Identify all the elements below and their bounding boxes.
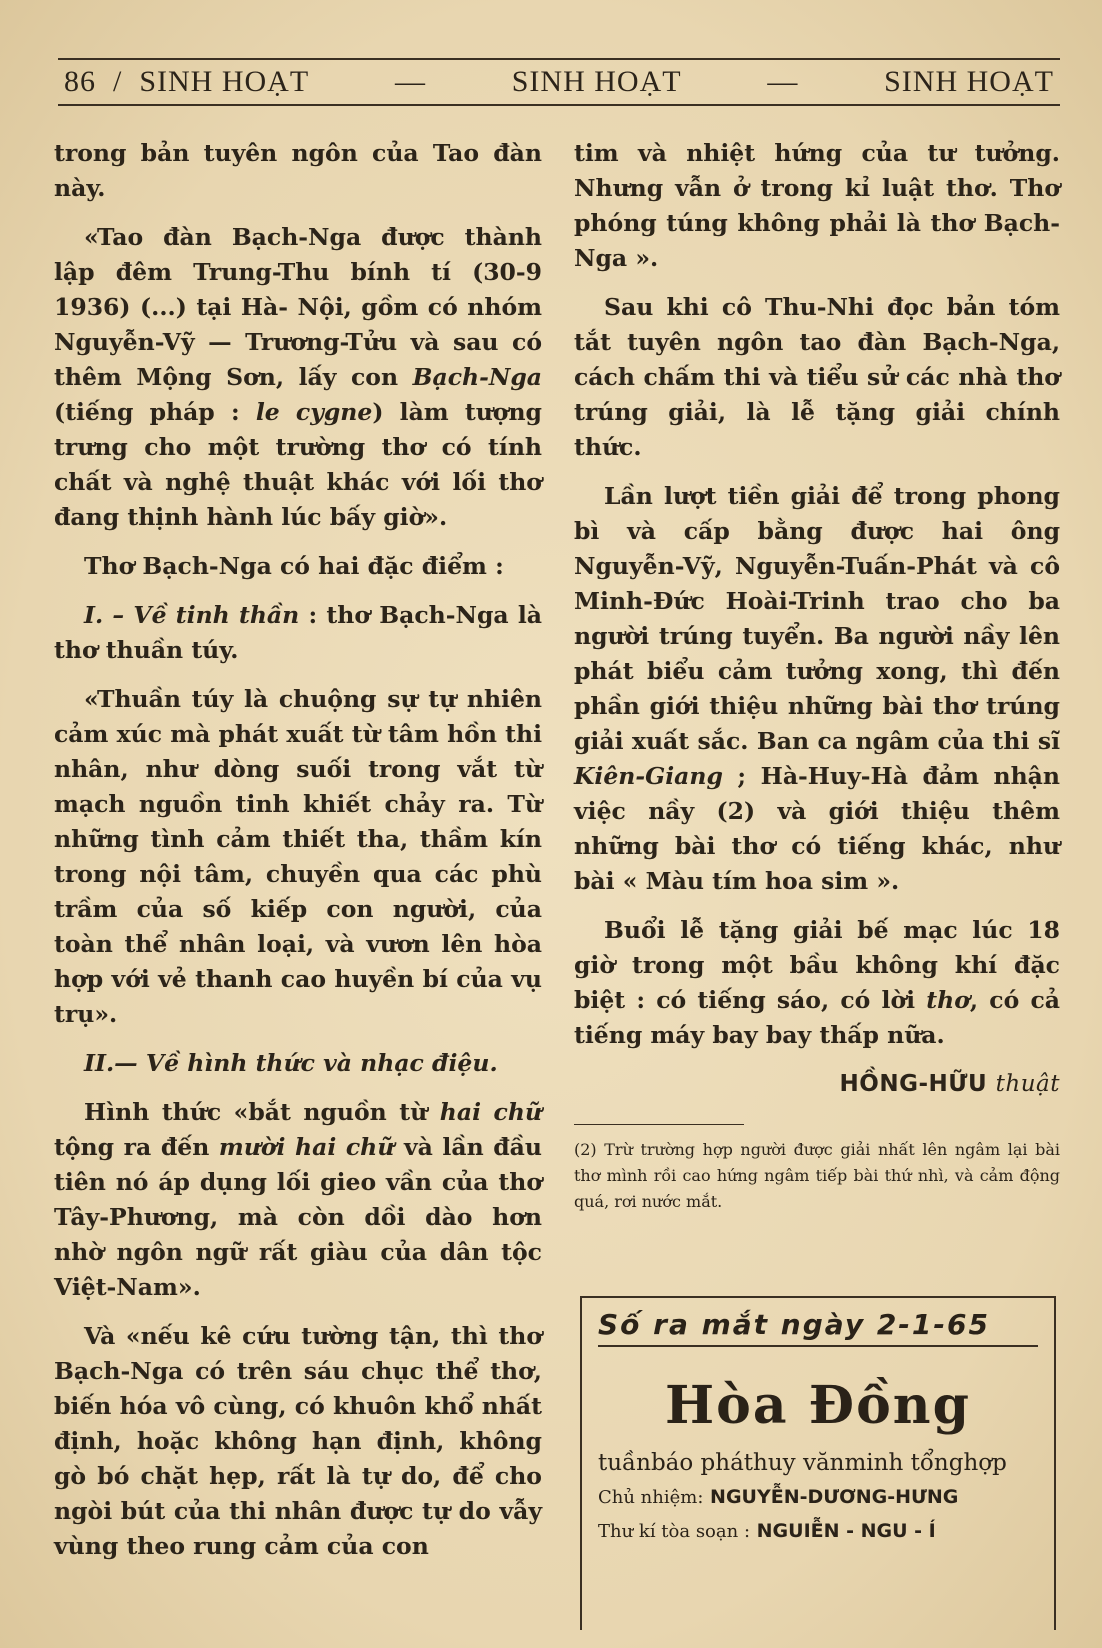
ad-editor (598, 1486, 1038, 1508)
author-role: thuật (995, 1071, 1060, 1097)
advertisement-box (580, 1296, 1056, 1630)
header-dash-1: — (394, 65, 426, 98)
ad-secretary (598, 1520, 1038, 1542)
ad-title: Hòa Đồng (665, 1375, 971, 1436)
text-run: Lần lượt tiền giải để trong phong bì và cấp bằng được hai ông Nguyễn-Vỹ, Nguyễn-Tuấn-Phát và cô Minh-Đức Hoài-Trinh trao cho ba người trúng tuyển. Ba người nầy lên phát biểu cảm tưởng xong, thì đến phần giới thiệu những bài thơ trúng giải xuất sắc. Ban ca ngâm của thi sĩ (574, 482, 1060, 755)
footnote-divider (574, 1124, 744, 1125)
page-number (64, 65, 309, 99)
left-paragraph-2 (54, 220, 542, 535)
right-paragraph-2: Sau khi cô Thu-Nhi đọc bản tóm tắt tuyên ngôn tao đàn Bạch-Nga, cách chấm thi và tiểu sử các nhà thơ trúng giải, là lễ tặng giải chính thức. (574, 293, 1060, 461)
text-run: (tiếng pháp : (54, 398, 256, 426)
ad-editor-label: Chủ nhiệm: (598, 1487, 704, 1508)
left-paragraph-5: «Thuần túy là chuộng sự tự nhiên cảm xúc mà phát xuất từ tâm hồn thi nhân, như dòng suối trong vắt từ mạch nguồn tinh khiết chảy ra. Từ những tình cảm thiết tha, thầm kín trong nội tâm, chuyền qua các phù trầm của số kiếp con người, của toàn thể nhân loại, và vươn lên hòa hợp với vẻ thanh cao huyền bí của vụ trụ». (54, 685, 542, 1028)
italic-run: Bạch-Nga (412, 363, 542, 391)
author-signature (574, 1067, 1060, 1102)
left-column (54, 136, 542, 1578)
ad-subtitle: tuầnbáo pháthuy vănminh tổnghợp (598, 1450, 1007, 1476)
header-title-1: SINH HOẠT (139, 65, 310, 98)
text-run: , có cả tiếng máy bay bay thấp nữa. (574, 986, 1060, 1049)
section-heading-2: II.— Về hình thức và nhạc điệu. (84, 1049, 498, 1077)
italic-run: thơ (926, 986, 970, 1014)
running-header (58, 58, 1060, 106)
left-paragraph-4 (54, 598, 542, 668)
text-run: tộng ra đến (54, 1133, 219, 1161)
text-run: : thơ Bạch-Nga là thơ thuần túy. (54, 601, 542, 664)
header-slash: / (113, 65, 123, 98)
italic-run: hai chữ (439, 1098, 542, 1126)
text-run: ; Hà-Huy-Hà đảm nhận việc nầy (2) và giới thiệu thêm những bài thơ có tiếng khác, như bài « Màu tím hoa sim ». (574, 762, 1060, 895)
left-paragraph-7 (54, 1095, 542, 1305)
italic-run: mười hai chữ (218, 1133, 395, 1161)
ad-launch-date: Số ra mắt ngày 2-1-65 (598, 1308, 1038, 1347)
left-paragraph-8: Và «nếu kê cứu tường tận, thì thơ Bạch-Nga có trên sáu chục thể thơ, biến hóa vô cùng, có khuôn khổ nhất định, hoặc không hạn định, không gò bó chặt hẹp, rất là tự do, để cho ngòi bút của thi nhân được tự do vẫy vùng theo rung cảm của con (54, 1322, 542, 1560)
section-heading-1: I. – Về tinh thần (84, 601, 300, 629)
ad-secretary-label: Thư kí tòa soạn : (598, 1521, 751, 1542)
header-title-3: SINH HOẠT (884, 65, 1054, 98)
ad-secretary-name: NGUIỄN - NGU - Í (756, 1520, 936, 1542)
right-paragraph-3 (574, 479, 1060, 899)
left-paragraph-1: trong bản tuyên ngôn của Tao đàn này. (54, 139, 542, 202)
text-run: Hình thức «bắt nguồn từ (84, 1098, 440, 1126)
italic-run: le cygne (255, 398, 373, 426)
right-paragraph-4 (574, 913, 1060, 1053)
left-paragraph-6 (54, 1046, 542, 1081)
left-paragraph-3: Thơ Bạch-Nga có hai đặc điểm : (84, 552, 504, 580)
text-run: và lần đầu tiên nó áp dụng lối gieo vần của thơ Tây-Phương, mà còn dồi dào hơn nhờ ngôn ngữ rất giàu của dân tộc Việt-Nam». (54, 1133, 542, 1301)
ad-editor-name: NGUYỄN-DƯƠNG-HƯNG (710, 1486, 959, 1508)
author-name: HỒNG-HỮU (839, 1071, 988, 1097)
right-paragraph-1: tim và nhiệt hứng của tư tưởng. Nhưng vẫn ở trong kỉ luật thơ. Thơ phóng túng không phải là thơ Bạch-Nga ». (574, 139, 1060, 272)
header-dash-2: — (767, 65, 799, 98)
italic-run: Kiên-Giang (574, 762, 723, 790)
text-run: «Tao đàn Bạch-Nga được thành lập đêm Trung-Thu bính tí (30-9 1936) (...) tại Hà- Nội, gồm có nhóm Nguyễn-Vỹ — Trương-Tửu và sau có thêm Mộng Sơn, lấy con (54, 223, 542, 391)
text-run: Buổi lễ tặng giải bế mạc lúc 18 giờ trong một bầu không khí đặc biệt : có tiếng sáo, có lời (574, 916, 1060, 1014)
header-title-2: SINH HOẠT (511, 65, 682, 98)
page-number-value: 86 (64, 65, 96, 98)
right-column (574, 136, 1060, 1215)
footnote: (2) Trừ trường hợp người được giải nhất lên ngâm lại bài thơ mình rồi cao hứng ngâm tiếp bài thứ nhì, và cảm động quá, rơi nước mắt. (574, 1140, 1060, 1211)
text-run: ) làm tượng trưng cho một trường thơ có tính chất và nghệ thuật khác với lối thơ đang thịnh hành lúc bấy giờ». (54, 398, 542, 531)
